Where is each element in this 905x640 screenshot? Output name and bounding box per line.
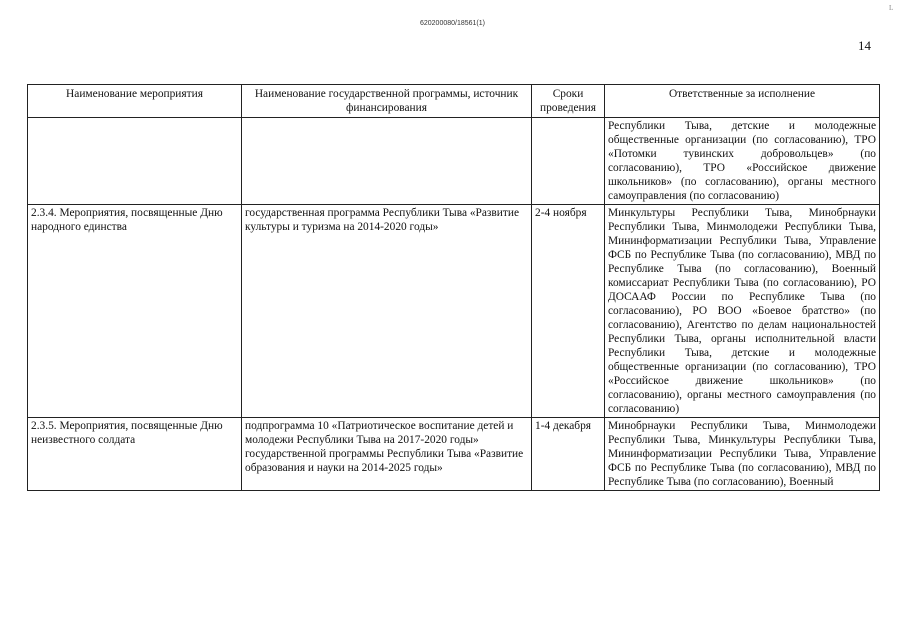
cell-program xyxy=(242,118,532,205)
cell-program: государственная программа Республики Тыва «Развитие культуры и туризма на 2014-2020 годы» xyxy=(242,205,532,418)
column-header-program: Наименование государственной программы, источник финансирования xyxy=(242,85,532,118)
column-header-dates: Сроки проведения xyxy=(532,85,605,118)
cell-program: подпрограмма 10 «Патриотическое воспитание детей и молодежи Республики Тыва на 2017-2020 годы» государственной программы Республики Тыва «Развитие образования и науки на 2014-2025 годы» xyxy=(242,418,532,491)
table-header-row xyxy=(28,85,880,118)
cell-responsible: Минобрнауки Республики Тыва, Минмолодежи Республики Тыва, Минкультуры Республики Тыва, Мининформатизации Республики Тыва, Управление ФСБ по Республике Тыва (по согласованию), МВД по Республике Тыва (по согласованию), Военный xyxy=(605,418,880,491)
column-header-event: Наименование мероприятия xyxy=(28,85,242,118)
table-row xyxy=(28,418,880,491)
column-header-responsible: Ответственные за исполнение xyxy=(605,85,880,118)
cell-dates: 1-4 декабря xyxy=(532,418,605,491)
table-row xyxy=(28,118,880,205)
cell-dates xyxy=(532,118,605,205)
events-table xyxy=(27,84,880,491)
cell-event xyxy=(28,118,242,205)
cell-responsible: Минкультуры Республики Тыва, Минобрнауки Республики Тыва, Минмолодежи Республики Тыва, Мининформатизации Республики Тыва, Управление ФСБ по Республике Тыва (по согласованию), МВД по Республике Тыва (по согласованию), Военный комиссариат Республики Тыва (по согласованию), РО ДОСААФ России по Республике Тыва (по согласованию), РО ВОО «Боевое братство» (по согласованию), Агентство по делам национальностей Республики Тыва, органы исполнительной власти Республики Тыва, детские и молодежные общественные организации (по согласованию), ТРО «Российское движение школьников» (по согласованию), органы местного самоуправления (по согласованию) xyxy=(605,205,880,418)
page-number: 14 xyxy=(858,38,871,53)
cell-dates: 2-4 ноября xyxy=(532,205,605,418)
cell-event: 2.3.5. Мероприятия, посвященные Дню неизвестного солдата xyxy=(28,418,242,491)
corner-mark: L xyxy=(889,4,894,12)
cell-responsible: Республики Тыва, детские и молодежные общественные организации (по согласованию), ТРО «Потомки тувинских добровольцев» (по согласованию), ТРО «Российское движение школьников» (по согласованию), органы местного самоуправления (по согласованию) xyxy=(605,118,880,205)
document-id: 620200080/18561(1) xyxy=(419,20,485,27)
cell-event: 2.3.4. Мероприятия, посвященные Дню народного единства xyxy=(28,205,242,418)
table-row xyxy=(28,205,880,418)
